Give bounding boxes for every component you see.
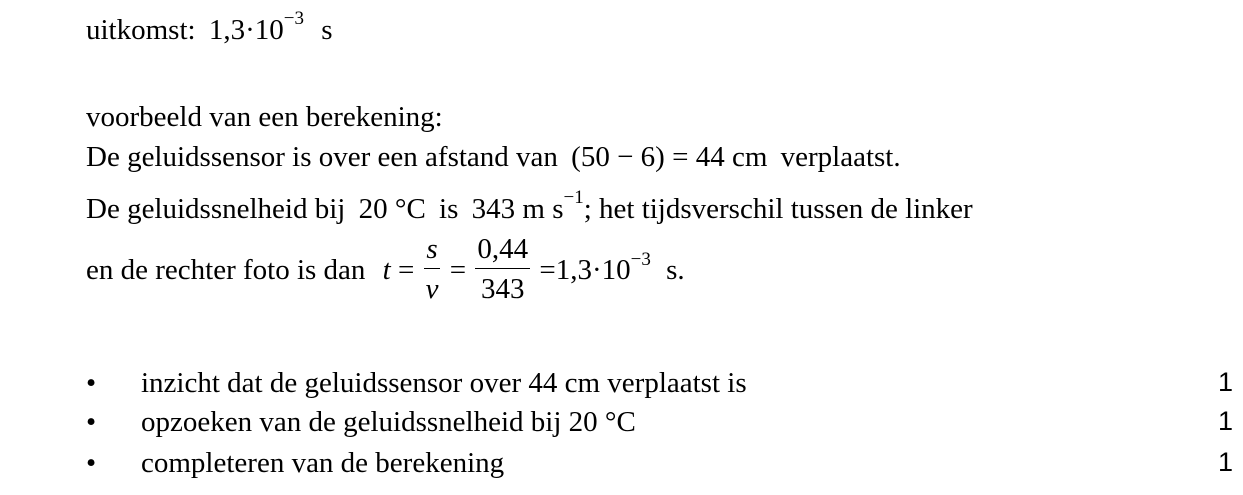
fraction-v-denominator: v — [425, 273, 439, 305]
example-line-1 — [86, 143, 901, 172]
example-line3-result-exponent: −3 — [630, 248, 651, 270]
example-line2-speed: 343 m s — [471, 193, 564, 225]
scoring-item-text: completeren van de berekening — [141, 447, 505, 479]
example-line-3 — [86, 233, 685, 307]
fraction-values — [475, 235, 530, 304]
example-line-2 — [86, 187, 973, 225]
example-line1-end: verplaatst. — [780, 141, 901, 173]
scoring-item — [0, 447, 1243, 483]
formula-t-symbol: t — [382, 254, 391, 287]
fraction-s-numerator: s — [424, 235, 441, 269]
fraction-s-over-v — [424, 235, 441, 304]
bullet-icon: • — [86, 367, 97, 399]
scoring-item — [0, 367, 1243, 403]
scoring-item — [0, 406, 1243, 442]
result-exponent: −3 — [283, 8, 304, 30]
fraction-speed-denominator: 343 — [480, 273, 525, 305]
result-value: 1,3·10 — [208, 14, 284, 46]
example-heading: voorbeeld van een berekening: — [86, 101, 443, 133]
example-line2-text-a: De geluidssnelheid bij — [86, 193, 346, 225]
example-line2-temperature: 20 °C — [358, 193, 426, 225]
equals-sign-1: = — [397, 254, 415, 287]
fraction-distance-numerator: 0,44 — [475, 235, 530, 269]
scoring-item-points: 1 — [1217, 447, 1233, 477]
scoring-item-text: opzoeken van de geluidssnelheid bij 20 °C — [141, 406, 636, 438]
result-line — [86, 8, 333, 46]
bullet-icon: • — [86, 447, 97, 479]
equals-sign-3: = — [539, 254, 556, 287]
result-unit: s — [321, 14, 333, 46]
example-line3-unit: s. — [666, 254, 685, 287]
example-line1-expression: (50 − 6) = 44 cm — [571, 141, 768, 173]
example-line1-text: De geluidssensor is over een afstand van — [86, 141, 558, 173]
example-line2-is: is — [439, 193, 459, 225]
example-line2-text-b: ; het tijdsverschil tussen de linker — [583, 193, 973, 225]
scoring-item-points: 1 — [1217, 406, 1233, 436]
example-line3-result: 1,3·10 — [555, 254, 631, 287]
example-line3-text: en de rechter foto is dan — [86, 254, 366, 287]
bullet-icon: • — [86, 406, 97, 438]
scoring-item-text: inzicht dat de geluidssensor over 44 cm verplaatst is — [141, 367, 747, 399]
scoring-item-points: 1 — [1217, 367, 1233, 397]
equals-sign-2: = — [449, 254, 467, 287]
result-label: uitkomst: — [86, 14, 196, 46]
example-line2-speed-exponent: −1 — [563, 187, 584, 209]
